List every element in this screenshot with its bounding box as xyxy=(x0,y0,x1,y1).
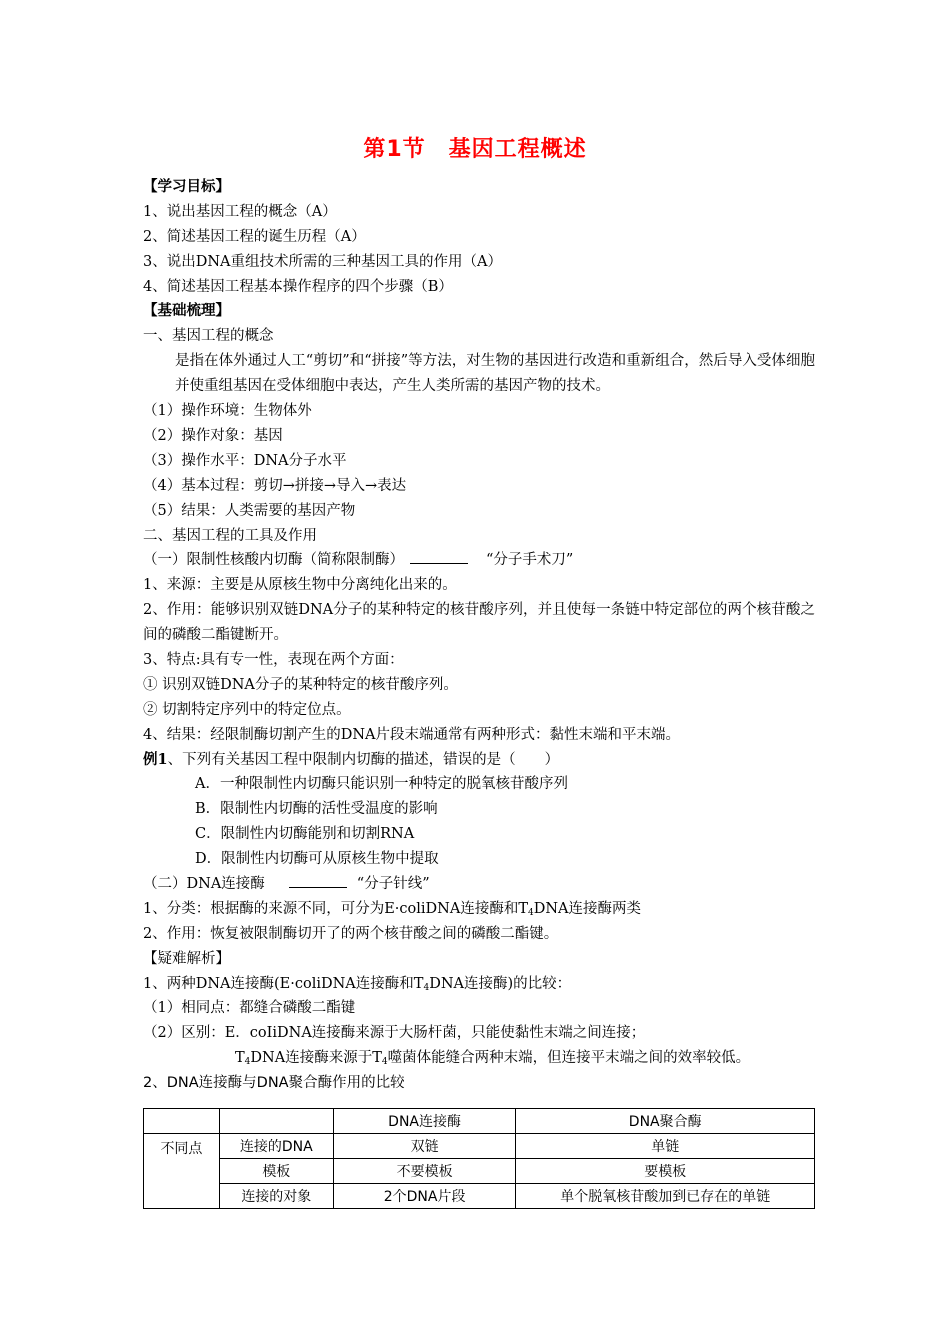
enzyme1-heading-line xyxy=(143,548,815,573)
table-cell: 模板 xyxy=(219,1159,333,1184)
table-cell: 单链 xyxy=(516,1134,815,1159)
concept-item: （3）操作水平：DNA分子水平 xyxy=(143,452,347,469)
compare1-heading xyxy=(143,972,815,997)
diff-text: DNA连接酶来源于T xyxy=(250,1050,382,1067)
table-cell: 连接的DNA xyxy=(219,1134,333,1159)
enzyme2-function: 2、作用：恢复被限制酶切开了的两个核苷酸之间的磷酸二酯键。 xyxy=(143,925,559,942)
concept-paragraph: 是指在体外通过人工“剪切”和“拼接”等方法，对生物的基因进行改造和重新组合，然后导入受体细胞并使重组基因在受体细胞中表达，产生人类所需的基因产物的技术。 xyxy=(175,353,815,395)
page-title: 第1节 基因工程概述 xyxy=(363,137,587,162)
subscript: 4 xyxy=(423,982,430,993)
compare1-diff: （2）区别：E．coIiDNA连接酶来源于大肠杆菌，只能使黏性末端之间连接； xyxy=(143,1025,646,1042)
tools-heading: 二、基因工程的工具及作用 xyxy=(143,527,317,544)
basics-heading: 【基础梳理】 xyxy=(143,302,230,320)
example-question-text: 、下列有关基因工程中限制内切酶的描述，错误的是（ ） xyxy=(167,751,560,768)
enzyme1-result: 4、结果：经限制酶切割产生的DNA片段末端通常有两种形式：黏性末端和平末端。 xyxy=(143,726,681,743)
enzyme2-classify-text: 1、分类：根据酶的来源不同，可分为E·coliDNA连接酶和T xyxy=(143,900,528,917)
concept-item: （1）操作环境：生物体外 xyxy=(143,403,312,420)
enzyme1-feature: 3、特点:具有专一性，表现在两个方面： xyxy=(143,651,404,668)
analysis-heading: 【疑难解析】 xyxy=(143,950,230,967)
table-header-cell xyxy=(144,1109,220,1134)
enzyme1-heading: （一）限制性核酸内切酶（简称限制酶） xyxy=(143,552,404,569)
fill-blank[interactable] xyxy=(289,873,347,888)
subscript: 4 xyxy=(528,907,534,918)
table-row xyxy=(144,1134,815,1159)
enzyme2-alias: “分子针线” xyxy=(356,876,430,892)
table-row xyxy=(144,1159,815,1184)
subscript: 4 xyxy=(381,1057,388,1068)
subscript: 4 xyxy=(244,1057,251,1068)
compare1-same: （1）相同点：都缝合磷酸二酯键 xyxy=(143,1000,356,1017)
compare1-text: DNA连接酶)的比较： xyxy=(429,975,572,992)
example-option: C．限制性内切酶能别和切割RNA xyxy=(195,826,415,843)
objective-item: 2、简述基因工程的诞生历程（A） xyxy=(143,228,366,245)
table-row xyxy=(144,1184,815,1209)
enzyme1-source: 1、来源：主要是从原核生物中分离纯化出来的。 xyxy=(143,577,457,594)
enzyme2-classify xyxy=(143,897,815,922)
table-cell: 2个DNA片段 xyxy=(333,1184,516,1209)
enzyme2-classify-text: DNA连接酶两类 xyxy=(533,900,642,917)
comparison-table xyxy=(143,1108,815,1209)
enzyme2-heading: （二）DNA连接酶 xyxy=(143,876,265,892)
example-label: 例1 xyxy=(143,750,168,768)
table-cell: 要模板 xyxy=(516,1159,815,1184)
document-body xyxy=(143,175,815,1096)
compare1-text: 1、两种DNA连接酶(E·coliDNA连接酶和T xyxy=(143,975,424,992)
objectives-heading: 【学习目标】 xyxy=(143,178,230,195)
table-cell: 不要模板 xyxy=(333,1159,516,1184)
table-header-cell xyxy=(219,1109,333,1134)
example-option: B．限制性内切酶的活性受温度的影响 xyxy=(195,801,438,818)
table-cell: 双链 xyxy=(333,1134,516,1159)
example-option: A．一种限制性内切酶只能识别一种特定的脱氧核苷酸序列 xyxy=(195,776,568,793)
enzyme1-feature-item: ② 切割特定序列中的特定位点。 xyxy=(143,701,351,718)
objective-item: 4、简述基因工程基本操作程序的四个步骤（B） xyxy=(143,278,453,295)
enzyme2-heading-line xyxy=(143,872,815,897)
table-header-cell: DNA聚合酶 xyxy=(516,1109,815,1134)
diff-text: 噬菌体能缝合两种末端，但连接平末端之间的效率较低。 xyxy=(387,1050,751,1067)
table-header-row xyxy=(144,1109,815,1134)
fill-blank[interactable] xyxy=(410,549,468,564)
concept-item: （4）基本过程：剪切→拼接→导入→表达 xyxy=(143,477,407,494)
table-cell: 连接的对象 xyxy=(219,1184,333,1209)
objective-item: 1、说出基因工程的概念（A） xyxy=(143,203,337,220)
enzyme1-alias: “分子手术刀” xyxy=(486,552,574,569)
example-question xyxy=(143,748,815,773)
table-header-cell: DNA连接酶 xyxy=(333,1109,516,1134)
enzyme1-function: 2、作用：能够识别双链DNA分子的某种特定的核苷酸序列，并且使每一条链中特定部位的两个核苷酸之间的磷酸二酯键断开。 xyxy=(143,602,815,644)
compare2-heading: 2、DNA连接酶与DNA聚合酶作用的比较 xyxy=(143,1075,405,1092)
objective-item: 3、说出DNA重组技术所需的三种基因工具的作用（A） xyxy=(143,253,502,270)
table-cell: 单个脱氧核苷酸加到已存在的单链 xyxy=(516,1184,815,1209)
concept-item: （5）结果：人类需要的基因产物 xyxy=(143,502,356,519)
concept-item: （2）操作对象：基因 xyxy=(143,427,283,444)
enzyme1-feature-item: ① 识别双链DNA分子的某种特定的核苷酸序列。 xyxy=(143,676,458,693)
concept-heading: 一、基因工程的概念 xyxy=(143,328,274,345)
example-option: D．限制性内切酶可从原核生物中提取 xyxy=(195,851,439,868)
compare1-diff-cont xyxy=(143,1046,815,1071)
diff-text: T xyxy=(235,1050,245,1067)
table-group-label: 不同点 xyxy=(144,1134,220,1209)
